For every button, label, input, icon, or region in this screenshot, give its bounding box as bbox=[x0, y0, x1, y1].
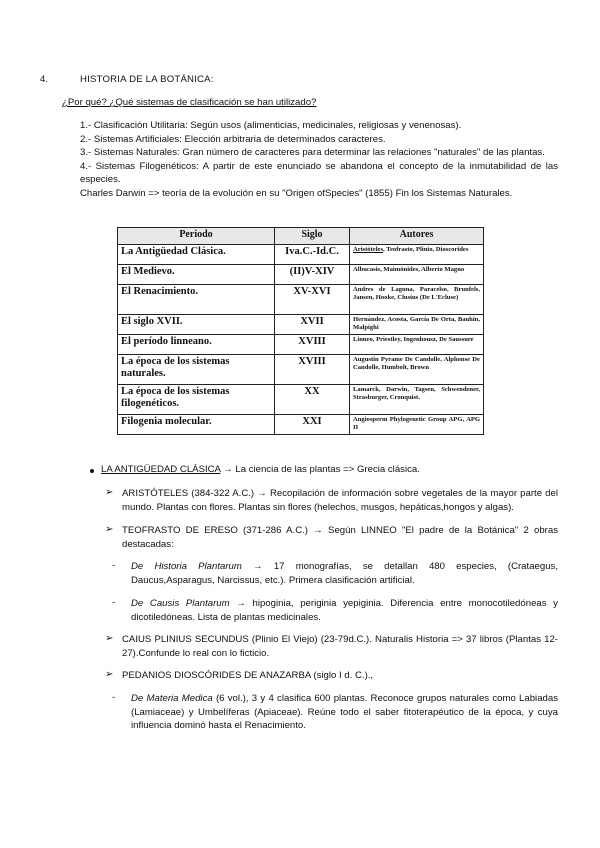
historia-plantarum-item bbox=[131, 560, 558, 587]
classification-item: 2.- Sistemas Artificiales: Elección arbitraria de determinados caracteres. bbox=[80, 133, 386, 145]
periods-table bbox=[117, 227, 484, 435]
period-cell: El Renacimiento. bbox=[118, 285, 275, 315]
authors-cell: Hernández, Acosta, García De Orta, Bauhin, Malpighi bbox=[350, 315, 484, 335]
table-row bbox=[118, 265, 484, 285]
plinius-item: CAIUS PLINIUS SECUNDUS (Plinio El Viejo) (23-79d.C.). Naturalis Historia => 37 libros (Plantas 12-27).Confunde lo real con lo ficticio. bbox=[122, 634, 558, 659]
darwin-note: Charles Darwin => teoría de la evolución en su "Origen ofSpecies" (1855) Fin los Sistemas Naturales. bbox=[80, 187, 513, 199]
arrow-bullet-icon: ➢ bbox=[105, 633, 114, 644]
work-title: De Historia Plantarum bbox=[131, 561, 242, 572]
authors-cell: Andres de Laguna, Paracelso, Brunfels, Jansen, Hooke, Clusius (De L'Ecluse) bbox=[350, 285, 484, 315]
century-cell: (II)V-XIV bbox=[275, 265, 350, 285]
subquestion: ¿Por qué? ¿Qué sistemas de clasificación se han utilizado? bbox=[62, 97, 317, 108]
table-row bbox=[118, 245, 484, 265]
table-row bbox=[118, 335, 484, 355]
century-cell: Iva.C.-Id.C. bbox=[275, 245, 350, 265]
work-title: De Causis Plantarum bbox=[131, 598, 230, 609]
classification-item: 1.- Clasificación Utilitaria: Según usos (alimenticias, medicinales, religiosas y venenosas). bbox=[80, 120, 462, 131]
table-row bbox=[118, 385, 484, 415]
arrow-bullet-icon: ➢ bbox=[105, 669, 114, 680]
century-cell: XVIII bbox=[275, 335, 350, 355]
century-cell: XVII bbox=[275, 315, 350, 335]
authors-cell: Albucasis, Maimónides, Alberto Magno bbox=[350, 265, 484, 285]
century-cell: XVIII bbox=[275, 355, 350, 385]
century-cell: XX bbox=[275, 385, 350, 415]
authors-underlined: Aristóteles bbox=[353, 246, 384, 253]
period-cell: El siglo XVII. bbox=[118, 315, 275, 335]
arrow-bullet-icon: ➢ bbox=[105, 487, 114, 498]
period-cell: Filogenia molecular. bbox=[118, 415, 275, 435]
authors-cell: Augustin Pyrame De Candolle, Alphonse De Candolle, Humbolt, Brown bbox=[350, 355, 484, 385]
heading-title: HISTORIA DE LA BOTÁNICA: bbox=[80, 74, 214, 85]
section-heading bbox=[101, 464, 561, 475]
authors-cell: Angiosperm Phylogenetic Group APG, APG II bbox=[350, 415, 484, 435]
dash-bullet-icon: - bbox=[112, 560, 116, 571]
century-cell: XV-XVI bbox=[275, 285, 350, 315]
period-cell: El Medievo. bbox=[118, 265, 275, 285]
table-header-row bbox=[118, 228, 484, 245]
table-row bbox=[118, 315, 484, 335]
authors-cell: Linneo, Priestley, Ingenhousz, De Saussure bbox=[350, 335, 484, 355]
causis-plantarum-item bbox=[131, 597, 558, 624]
period-cell: La época de los sistemas naturales. bbox=[118, 355, 275, 385]
classification-item: 4.- Sistemas Filogenéticos: A partir de este enunciado se abandona el concepto de la inmutabilidad de las especies. bbox=[80, 160, 558, 185]
work-description: (6 vol.), 3 y 4 clasifica 600 plantas. Reconoce grupos naturales como Labiadas (Lamiaceae) y Umbelíferas (Apiaceae). Reúne todo el saber fitoterapéutico de la época, y cuya influencia dominó hasta el Renacimiento. bbox=[131, 693, 558, 731]
section-title: LA ANTIGÜEDAD CLÁSICA bbox=[101, 464, 221, 475]
period-cell: La época de los sistemas filogenéticos. bbox=[118, 385, 275, 415]
teofrasto-item: TEOFRASTO DE ERESO (371-286 A.C.) → Según LINNEO "El padre de la Botánica" 2 obras destacadas: bbox=[122, 525, 558, 550]
period-cell: El período linneano. bbox=[118, 335, 275, 355]
table-row bbox=[118, 285, 484, 315]
bullet-dot-icon bbox=[90, 469, 94, 473]
work-description: → hipoginia, periginia yepiginia. Diferencia entre monocotiledóneas y dicotiledóneas. Lista de plantas medicinales. bbox=[131, 598, 558, 623]
table-row bbox=[118, 355, 484, 385]
century-cell: XXI bbox=[275, 415, 350, 435]
classification-list bbox=[80, 119, 558, 200]
dash-bullet-icon: - bbox=[112, 692, 116, 703]
materia-medica-item bbox=[131, 692, 558, 733]
header-authors: Autores bbox=[350, 228, 484, 245]
arrow-bullet-icon: ➢ bbox=[105, 524, 114, 535]
dioscorides-item: PEDANIOS DIOSCÓRIDES DE ANAZARBA (siglo I d. C.)., bbox=[122, 670, 374, 681]
section-subtitle: → La ciencia de las plantas => Grecia clásica. bbox=[220, 464, 420, 475]
work-title: De Materia Medica bbox=[131, 693, 213, 704]
authors-cell bbox=[350, 245, 484, 265]
work-description: → 17 monografías, se detallan 480 especies, (Crataegus, Daucus,Asparagus, Narcissus, etc.). Primera clasificación artificial. bbox=[131, 561, 558, 586]
header-century: Siglo bbox=[275, 228, 350, 245]
table-row bbox=[118, 415, 484, 435]
header-period: Periodo bbox=[118, 228, 275, 245]
period-cell: La Antigüedad Clásica. bbox=[118, 245, 275, 265]
classification-item: 3.- Sistemas Naturales: Gran número de caracteres para determinar las relaciones "naturales" de las plantas. bbox=[80, 147, 545, 158]
authors-text: , Teofrasto, Plinio, Dioscorides bbox=[383, 246, 469, 253]
authors-cell: Lamarck, Darwin, Tagsen, Schwendener, Strasburger, Cronquist. bbox=[350, 385, 484, 415]
dash-bullet-icon: - bbox=[112, 597, 116, 608]
aristoteles-item: ARISTÓTELES (384-322 A.C.) → Recopilación de información sobre vegetales de la mayor parte del mundo. Plantas con flores. Plantas sin flores (helechos, musgos, hepáticas,hongos y algas). bbox=[122, 488, 558, 513]
heading-number: 4. bbox=[40, 74, 49, 85]
